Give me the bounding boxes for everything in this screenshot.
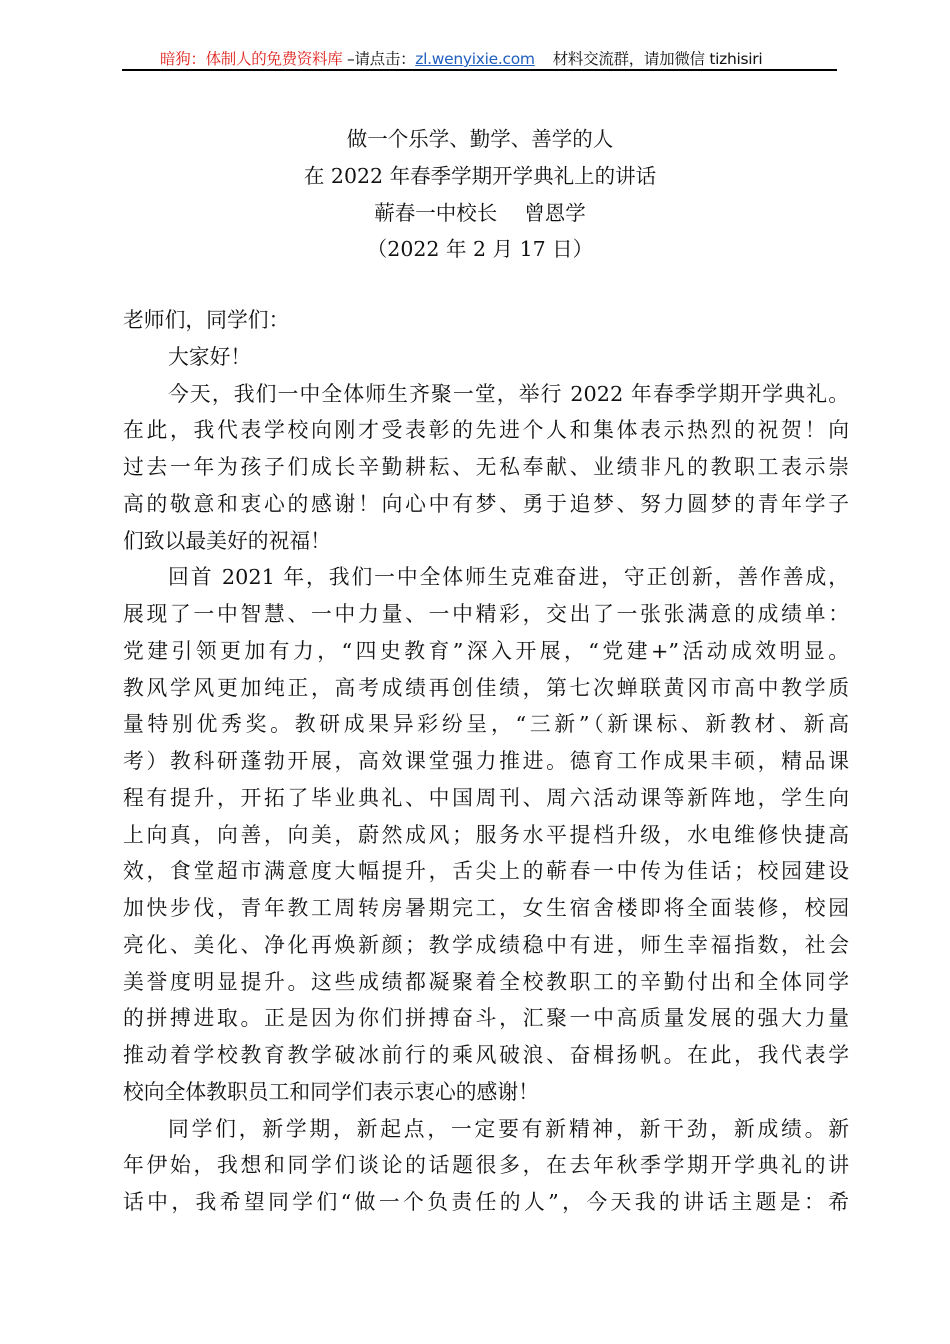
- text-line: 们致以最美好的祝福！: [123, 528, 331, 553]
- text-line: 话中，我希望同学们“做一个负责任的人”，今天我的讲话主题是：希: [123, 1190, 849, 1214]
- header-divider: [122, 69, 837, 71]
- header-banner: [160, 47, 762, 69]
- text-line: 加快步伐，青年教工周转房暑期完工，女生宿舍楼即将全面装修，校园: [123, 896, 849, 920]
- text-line: 过去一年为孩子们成长辛勤耕耘、无私奉献、业绩非凡的教职工表示崇: [123, 455, 849, 479]
- text-line: 同学们，新学期，新起点，一定要有新精神，新干劲，新成绩。新: [168, 1116, 849, 1141]
- text-line: 年伊始，我想和同学们谈论的话题很多，在去年秋季学期开学典礼的讲: [123, 1153, 849, 1178]
- text-line: 程有提升，开拓了毕业典礼、中国周刊、周六活动课等新阵地，学生向: [123, 785, 849, 810]
- text-line: 高的敬意和衷心的感谢！向心中有梦、勇于追梦、努力圆梦的青年学子: [123, 491, 849, 516]
- text-line: 回首 2021 年，我们一中全体师生克难奋进，守正创新，善作善成，: [168, 565, 849, 590]
- contact-text: 材料交流群，请加微信 tizhisiri: [552, 50, 763, 68]
- speaker-line: 蕲春一中校长 曾恩学: [374, 200, 586, 225]
- text-line: 大家好！: [168, 344, 252, 369]
- text-line: 老师们，同学们：: [123, 308, 290, 332]
- text-line: 党建引领更加有力，“四史教育”深入开展，“党建+”活动成效明显。: [123, 638, 849, 663]
- speech-date: （2022 年 2 月 17 日）: [366, 237, 594, 262]
- website-link[interactable]: zl.wenyixie.com: [415, 50, 535, 68]
- text-line: 展现了一中智慧、一中力量、一中精彩，交出了一张张满意的成绩单：: [123, 602, 849, 626]
- text-line: 上向真，向善，向美，蔚然成风；服务水平提档升级，水电维修快捷高: [123, 822, 849, 847]
- text-line: 推动着学校教育教学破冰前行的乘风破浪、奋楫扬帆。在此，我代表学: [123, 1043, 849, 1067]
- text-line: 效，食堂超市满意度大幅提升，舌尖上的蕲春一中传为佳话；校园建设: [123, 859, 849, 884]
- text-line: 考）教科研蓬勃开展，高效课堂强力推进。德育工作成果丰硕，精品课: [123, 749, 849, 773]
- title-block: [0, 121, 950, 268]
- document-subtitle: 在 2022 年春季学期开学典礼上的讲话: [303, 163, 657, 188]
- text-line: 在此，我代表学校向刚才受表彰的先进个人和集体表示热烈的祝贺！向: [123, 418, 849, 443]
- text-line: 教风学风更加纯正，高考成绩再创佳绩，第七次蝉联黄冈市高中教学质: [123, 675, 849, 700]
- text-line: 校向全体教职员工和同学们表示衷心的感谢！: [123, 1079, 539, 1104]
- text-line: 的拼搏进取。正是因为你们拼搏奋斗，汇聚一中高质量发展的强大力量: [123, 1006, 849, 1031]
- document-body: [123, 302, 849, 1221]
- text-line: 亮化、美化、净化再焕新颜；教学成绩稳中有进，师生幸福指数，社会: [123, 932, 849, 957]
- click-prompt: –请点击：: [342, 50, 416, 68]
- brand-text: 暗狗：体制人的免费资料库: [160, 50, 343, 68]
- document-title: 做一个乐学、勤学、善学的人: [346, 127, 614, 151]
- text-line: 美誉度明显提升。这些成绩都凝聚着全校教职工的辛勤付出和全体同学: [123, 969, 849, 994]
- text-line: 量特别优秀奖。教研成果异彩纷呈，“三新”（新课标、新教材、新高: [123, 712, 849, 737]
- text-line: 今天，我们一中全体师生齐聚一堂，举行 2022 年春季学期开学典礼。: [168, 381, 849, 406]
